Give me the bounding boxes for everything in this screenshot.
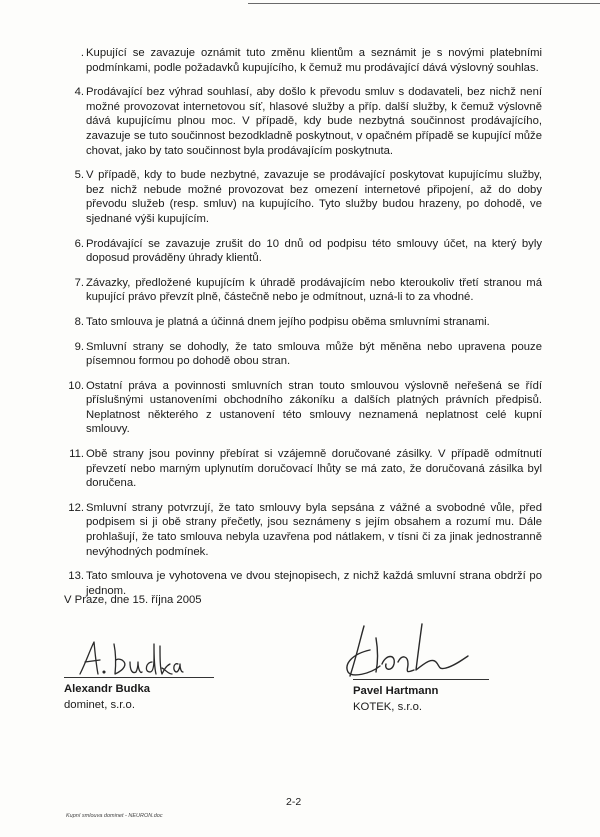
clause-text: Tato smlouva je platná a účinná dnem jejího podpisu oběma smluvními stranami. xyxy=(86,315,490,328)
clause-text: Prodávající bez výhrad souhlasí, aby došlo k převodu smluv s dodavateli, bez nichž není možné provozovat internetovou síť, hlasové služby a příp. další služby, k čemuž výslovně dává kupujícímu plnou moc. V případě, kdy bude nezbytná součinnost prodávajícího, zavazuje se tuto součinnost bezodkladně poskytnout, v opačném případě se kupující může chovat, jako by tato součinnost byla prodávajícím poskytnuta. xyxy=(86,86,542,157)
clause-number: 9. xyxy=(74,340,84,353)
signatory-right-company: KOTEK, s.r.o. xyxy=(353,701,423,713)
contract-clauses xyxy=(64,46,542,608)
clause-3 xyxy=(64,46,542,75)
signatory-left-name: Alexandr Budka xyxy=(64,683,151,695)
clause-text: V případě, kdy to bude nezbytné, zavazuje se prodávající poskytovat kupujícímu služby, bez nichž nebude možné provozovat bez omezení internetové připojení, až do doby převodu služeb (resp. smluv) na kupujícího. Tyto služby budou hrazeny, po dohodě, ve sjednané výši kupujícím. xyxy=(86,169,542,225)
clause-number: 5. xyxy=(74,169,84,182)
clause-text: Kupující se zavazuje oznámit tuto změnu klientům a seznámit je s novými platebními podmínkami, podle požadavků kupujícího, k čemuž mu prodávající dává výslovný souhlas. xyxy=(86,47,542,74)
page-number: 2-2 xyxy=(286,796,302,808)
clause-text: Prodávající se zavazuje zrušit do 10 dnů od podpisu této smlouvy účet, na který byly doposud prováděny úhrady klientů. xyxy=(86,237,542,265)
footer-file-name: Kupní smlouva dominet - NEURON.doc xyxy=(66,813,163,819)
signature-line-left xyxy=(64,677,214,678)
clause-5 xyxy=(64,168,542,226)
signature-line-right xyxy=(353,679,489,680)
signatory-right-name: Pavel Hartmann xyxy=(353,685,439,697)
clause-number: 11. xyxy=(69,448,84,461)
clause-text: Závazky, předložené kupujícím k úhradě prodávajícím nebo kteroukoliv třetí stranou má kupující právo převzít plně, částečně nebo je odmítnout, uzná-li to za vhodné. xyxy=(86,276,542,304)
place-and-date: V Praze, dne 15. října 2005 xyxy=(64,594,202,606)
clause-number: 7. xyxy=(74,276,84,289)
clause-number: 4. xyxy=(74,86,84,99)
clause-number: . xyxy=(80,47,84,59)
clause-12 xyxy=(64,501,542,559)
clause-8 xyxy=(64,315,542,330)
clause-text: Tato smlouva je vyhotovena ve dvou stejnopisech, z nichž každá smluvní strana obdrží po jednom. xyxy=(86,570,542,597)
clause-11 xyxy=(64,447,542,491)
clause-number: 10. xyxy=(68,379,84,392)
top-rule xyxy=(248,3,600,4)
clause-text: Smluvní strany potvrzují, že tato smlouvy byla sepsána z vážné a svobodné vůle, před podpisem si ji obě strany přečetly, jsou seznámeny s jejím obsahem a rozumí mu. Dále prohlašují, že tato smlouva nebyla uzavřena pod nátlakem, v tísni či za jinak jednostranně nevýhodných podmínek. xyxy=(86,501,542,558)
clause-text: Obě strany jsou povinny přebírat si vzájemně doručované zásilky. V případě odmítnutí převzetí nebo marným uplynutím doručovací lhůty se má zato, že doručovaná zásilka byl doručena. xyxy=(86,448,542,490)
clause-number: 8. xyxy=(74,315,84,328)
clause-text: Ostatní práva a povinnosti smluvních stran touto smlouvou výslovně neřešená se řídí příslušnými ustanoveními obchodního zákoníku a dalších platných právních předpisů. Neplatnost některého z ustanovení této smlouvy neznamená neplatnost celé kupní smlouvy. xyxy=(86,379,542,436)
clause-6 xyxy=(64,237,542,266)
clause-number: 13. xyxy=(68,570,84,583)
clause-10 xyxy=(64,379,542,437)
clause-number: 12. xyxy=(68,501,84,514)
clause-text: Smluvní strany se dohodly, že tato smlouva může být měněna nebo upravena pouze písemnou formou po dohodě obou stran. xyxy=(86,340,542,368)
clause-7 xyxy=(64,276,542,305)
signature-left-graphic xyxy=(74,636,184,680)
signatory-left-company: dominet, s.r.o. xyxy=(64,699,135,711)
clause-9 xyxy=(64,340,542,369)
clause-number: 6. xyxy=(74,237,84,250)
signature-right-graphic xyxy=(342,620,472,684)
clause-4 xyxy=(64,85,542,158)
